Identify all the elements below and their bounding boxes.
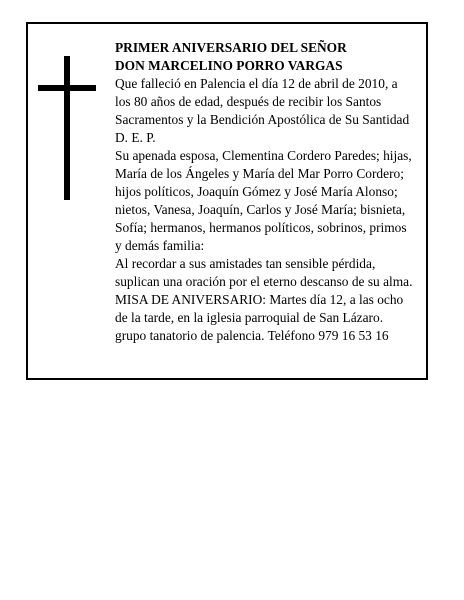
cross-vertical-bar [64, 56, 70, 200]
family-line-4: nietos, Vanesa, Joaquín, Carlos y José María; bisnieta, [115, 202, 406, 217]
notice-text [115, 39, 421, 345]
death-line-1: Que falleció en Palencia el día 12 de abril de 2010, a [115, 76, 398, 91]
family-line-2: María de los Ángeles y María del Mar Porro Cordero; [115, 166, 404, 181]
funeral-home-line: grupo tanatorio de palencia. Teléfono 979 16 53 16 [115, 328, 389, 343]
heading-line-1: PRIMER ANIVERSARIO DEL SEÑOR [115, 40, 347, 55]
obituary-notice [26, 22, 428, 380]
request-line-2: suplican una oración por el eterno descanso de su alma. [115, 274, 413, 289]
death-line-2: los 80 años de edad, después de recibir los Santos [115, 94, 382, 109]
request-line-1: Al recordar a sus amistades tan sensible pérdida, [115, 256, 376, 271]
death-line-4: D. E. P. [115, 130, 156, 145]
heading-line-2: DON MARCELINO PORRO VARGAS [115, 58, 343, 73]
death-line-3: Sacramentos y la Bendición Apostólica de Su Santidad [115, 112, 410, 127]
family-line-1: Su apenada esposa, Clementina Cordero Paredes; hijas, [115, 148, 412, 163]
family-line-5: Sofía; hermanos, hermanos políticos, sobrinos, primos [115, 220, 407, 235]
cross-horizontal-bar [38, 85, 96, 91]
family-line-3: hijos políticos, Joaquín Gómez y José María Alonso; [115, 184, 398, 199]
family-line-6: y demás familia: [115, 238, 205, 253]
cross-icon [38, 56, 98, 200]
mass-line-1: MISA DE ANIVERSARIO: Martes día 12, a las ocho [115, 292, 404, 307]
mass-line-2: de la tarde, en la iglesia parroquial de San Lázaro. [115, 310, 384, 325]
